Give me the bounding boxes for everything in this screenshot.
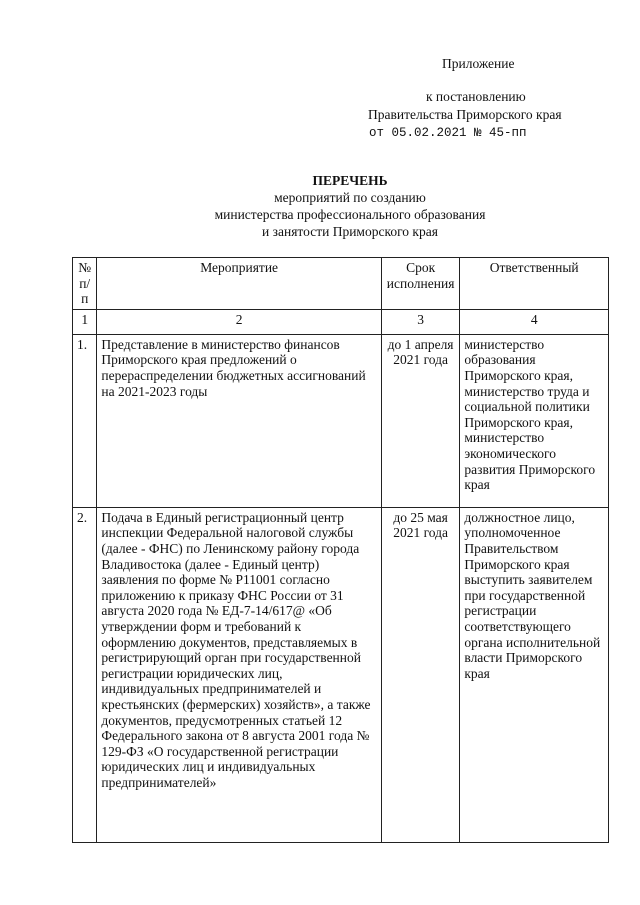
appendix-title: Приложение xyxy=(442,56,515,71)
row-responsible: должностное лицо, уполномоченное Правительством Приморского края выступить заявителем при государственной регистрации соответствующего органа исполнительной власти Приморского края xyxy=(460,507,609,842)
document-subtitle-line-1: мероприятий по созданию xyxy=(274,190,426,205)
row-number: 1. xyxy=(73,334,97,507)
column-number: 3 xyxy=(381,309,460,334)
document-subtitle-line-3: и занятости Приморского края xyxy=(262,224,438,239)
row-activity: Представление в министерство финансов Приморского края предложений о перераспределении бюджетных ассигнований на 2021-2023 годы xyxy=(97,334,381,507)
row-responsible: министерство образования Приморского края, министерство труда и социальной политики Приморского края, министерство экономического развития Приморского края xyxy=(460,334,609,507)
appendix-date-number: от 05.02.2021 № 45-пп xyxy=(369,126,527,140)
header-responsible: Ответственный xyxy=(460,258,609,310)
header-deadline: Срок исполнения xyxy=(381,258,460,310)
row-number: 2. xyxy=(73,507,97,842)
appendix-issuer: Правительства Приморского края xyxy=(368,107,562,122)
row-activity: Подача в Единый регистрационный центр инспекции Федеральной налоговой службы (далее - ФНС) по Ленинскому району города Владивостока (далее - Единый центр) заявления по форме № Р11001 согласно приложению к приказу ФНС России от 31 августа 2020 года № ЕД-7-14/617@ «Об утверждении форм и требований к оформлению документов, представляемых в регистрирующий орган при государственной регистрации юридических лиц, индивидуальных предпринимателей и крестьянских (фермерских) хозяйств», а также документов, предусмотренных статьей 12 Федерального закона от 8 августа 2001 года № 129-ФЗ «О государственной регистрации юридических лиц и индивидуальных предпринимателей» xyxy=(97,507,381,842)
header-activity: Мероприятие xyxy=(97,258,381,310)
column-number-row xyxy=(73,309,609,334)
table-row xyxy=(73,334,609,507)
document-heading xyxy=(60,172,640,240)
document-subtitle-line-2: министерства профессионального образования xyxy=(214,207,486,222)
activities-table xyxy=(72,257,609,843)
header-number: № п/п xyxy=(73,258,97,310)
table-row xyxy=(73,507,609,842)
column-number: 2 xyxy=(97,309,381,334)
row-deadline: до 1 апреля 2021 года xyxy=(381,334,460,507)
column-number: 1 xyxy=(73,309,97,334)
table-header-row xyxy=(73,258,609,310)
row-deadline: до 25 мая 2021 года xyxy=(381,507,460,842)
document-title: ПЕРЕЧЕНЬ xyxy=(312,173,388,188)
appendix-reference: к постановлению xyxy=(426,89,526,104)
column-number: 4 xyxy=(460,309,609,334)
